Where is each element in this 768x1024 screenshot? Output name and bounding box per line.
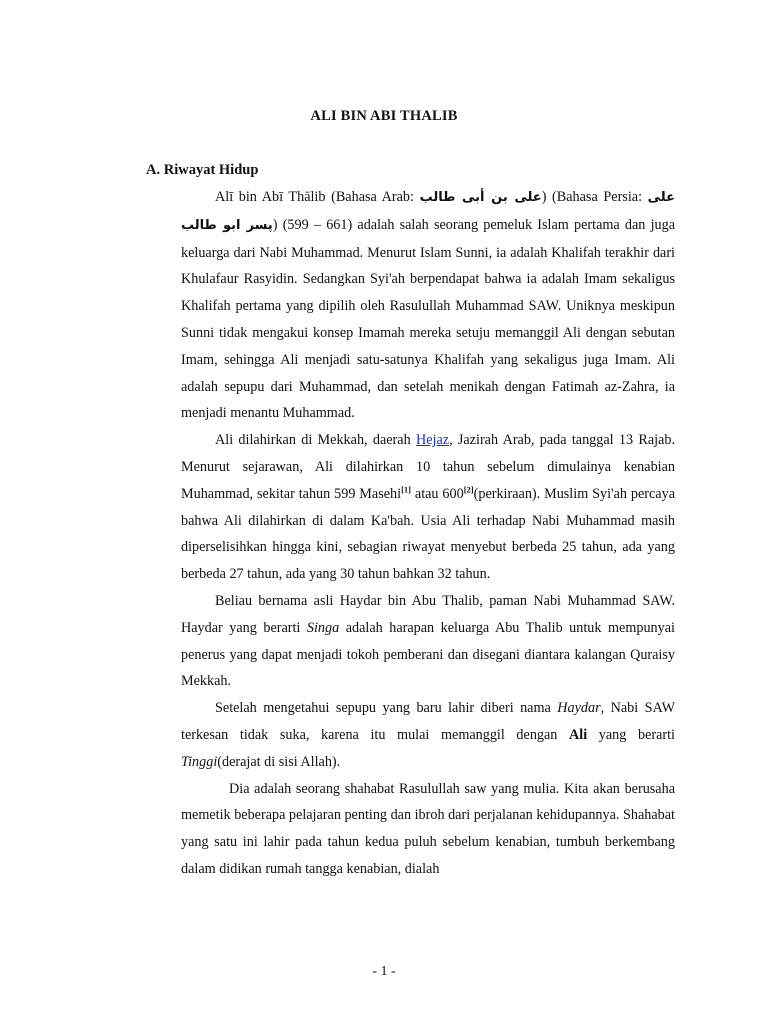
text-run: Alī bin Abī Thālib (Bahasa Arab: bbox=[215, 189, 420, 205]
footnote-ref-1[interactable]: [1] bbox=[401, 484, 411, 495]
text-run: adalah harapan keluarga Abu Thalib untuk mempunyai penerus yang dapat menjadi tokoh pemberani dan disegani diantara kalangan Quraisy Mekkah. bbox=[181, 619, 675, 690]
text-run: Ali dilahirkan di Mekkah, daerah bbox=[215, 432, 416, 449]
text-run: ) (599 – 661) adalah salah seorang pemeluk Islam pertama dan juga keluarga dari Nabi Muhammad. Menurut Islam Sunni, ia adalah Khalifah terakhir dari Khulafaur Rasyidin. Sedangkan Syi'ah berpendapat bahwa ia adalah Imam sekaligus Khalifah pertama yang dipilih oleh Rasulullah Muhammad SAW. Uniknya meskipun Sunni tidak mengakui konsep Imamah mereka setuju memanggil Ali dengan sebutan Imam, sehingga Ali menjadi satu-satunya Khalifah yang sekaligus juga Imam. Ali adalah sepupu dari Muhammad, dan setelah menikah dengan Fatimah az-Zahra, ia menjadi menantu Muhammad. bbox=[181, 216, 675, 422]
text-run: yang berarti bbox=[587, 726, 675, 743]
paragraph-2 bbox=[181, 427, 675, 588]
text-run: , Nabi SAW terkesan tidak suka, karena itu mulai memanggil dengan bbox=[181, 700, 675, 743]
paragraph-4 bbox=[181, 695, 675, 775]
body-text bbox=[181, 184, 675, 883]
emphasis-tinggi: Tinggi bbox=[181, 753, 218, 770]
arabic-name: علی بن أبی طالب bbox=[419, 190, 542, 205]
text-run: ) (Bahasa Persia: bbox=[541, 189, 648, 205]
bold-ali: Ali bbox=[569, 726, 588, 743]
footnote-ref-2[interactable]: [2] bbox=[463, 484, 474, 495]
text-run: Setelah mengetahui sepupu yang baru lahir diberi nama bbox=[215, 700, 558, 717]
document-title: ALI BIN ABI THALIB bbox=[310, 108, 458, 124]
hejaz-link[interactable]: Hejaz bbox=[415, 432, 450, 449]
text-run: Beliau bernama asli Haydar bin Abu Thalib, paman Nabi Muhammad SAW. Haydar yang berarti bbox=[181, 592, 675, 636]
paragraph-3 bbox=[181, 588, 675, 695]
section-heading: A. Riwayat Hidup bbox=[146, 162, 259, 178]
paragraph-5: Dia adalah seorang shahabat Rasulullah saw yang mulia. Kita akan berusaha memetik beberapa pelajaran penting dan ibroh dari perjalanan kehidupannya. Shahabat yang satu ini lahir pada tahun kedua puluh sebelum kenabian, tumbuh berkembang dalam didikan rumah tangga kenabian, dialah bbox=[181, 780, 675, 877]
page-number: - 1 - bbox=[372, 964, 396, 979]
emphasis-haydar: Haydar bbox=[557, 700, 601, 717]
text-run: (derajat di sisi Allah). bbox=[217, 753, 341, 770]
paragraph-1 bbox=[181, 184, 675, 427]
emphasis-singa: Singa bbox=[306, 619, 340, 636]
persian-name: علی پسر ابو طالب bbox=[181, 190, 675, 233]
text-run: , Jazirah Arab, pada tanggal 13 Rajab. Menurut sejarawan, Ali dilahirkan 10 tahun sebelum dimulainya kenabian Muhammad, sekitar tahun 599 Masehi bbox=[181, 432, 675, 502]
text-run: atau 600 bbox=[411, 485, 464, 502]
text-run: (perkiraan). Muslim Syi'ah percaya bahwa Ali dilahirkan di dalam Ka'bah. Usia Ali terhadap Nabi Muhammad masih diperselisihkan hingga kini, sebagian riwayat menyebut berbeda 25 tahun, ada yang berbeda 27 tahun, ada yang 30 tahun bahkan 32 tahun. bbox=[181, 485, 675, 583]
